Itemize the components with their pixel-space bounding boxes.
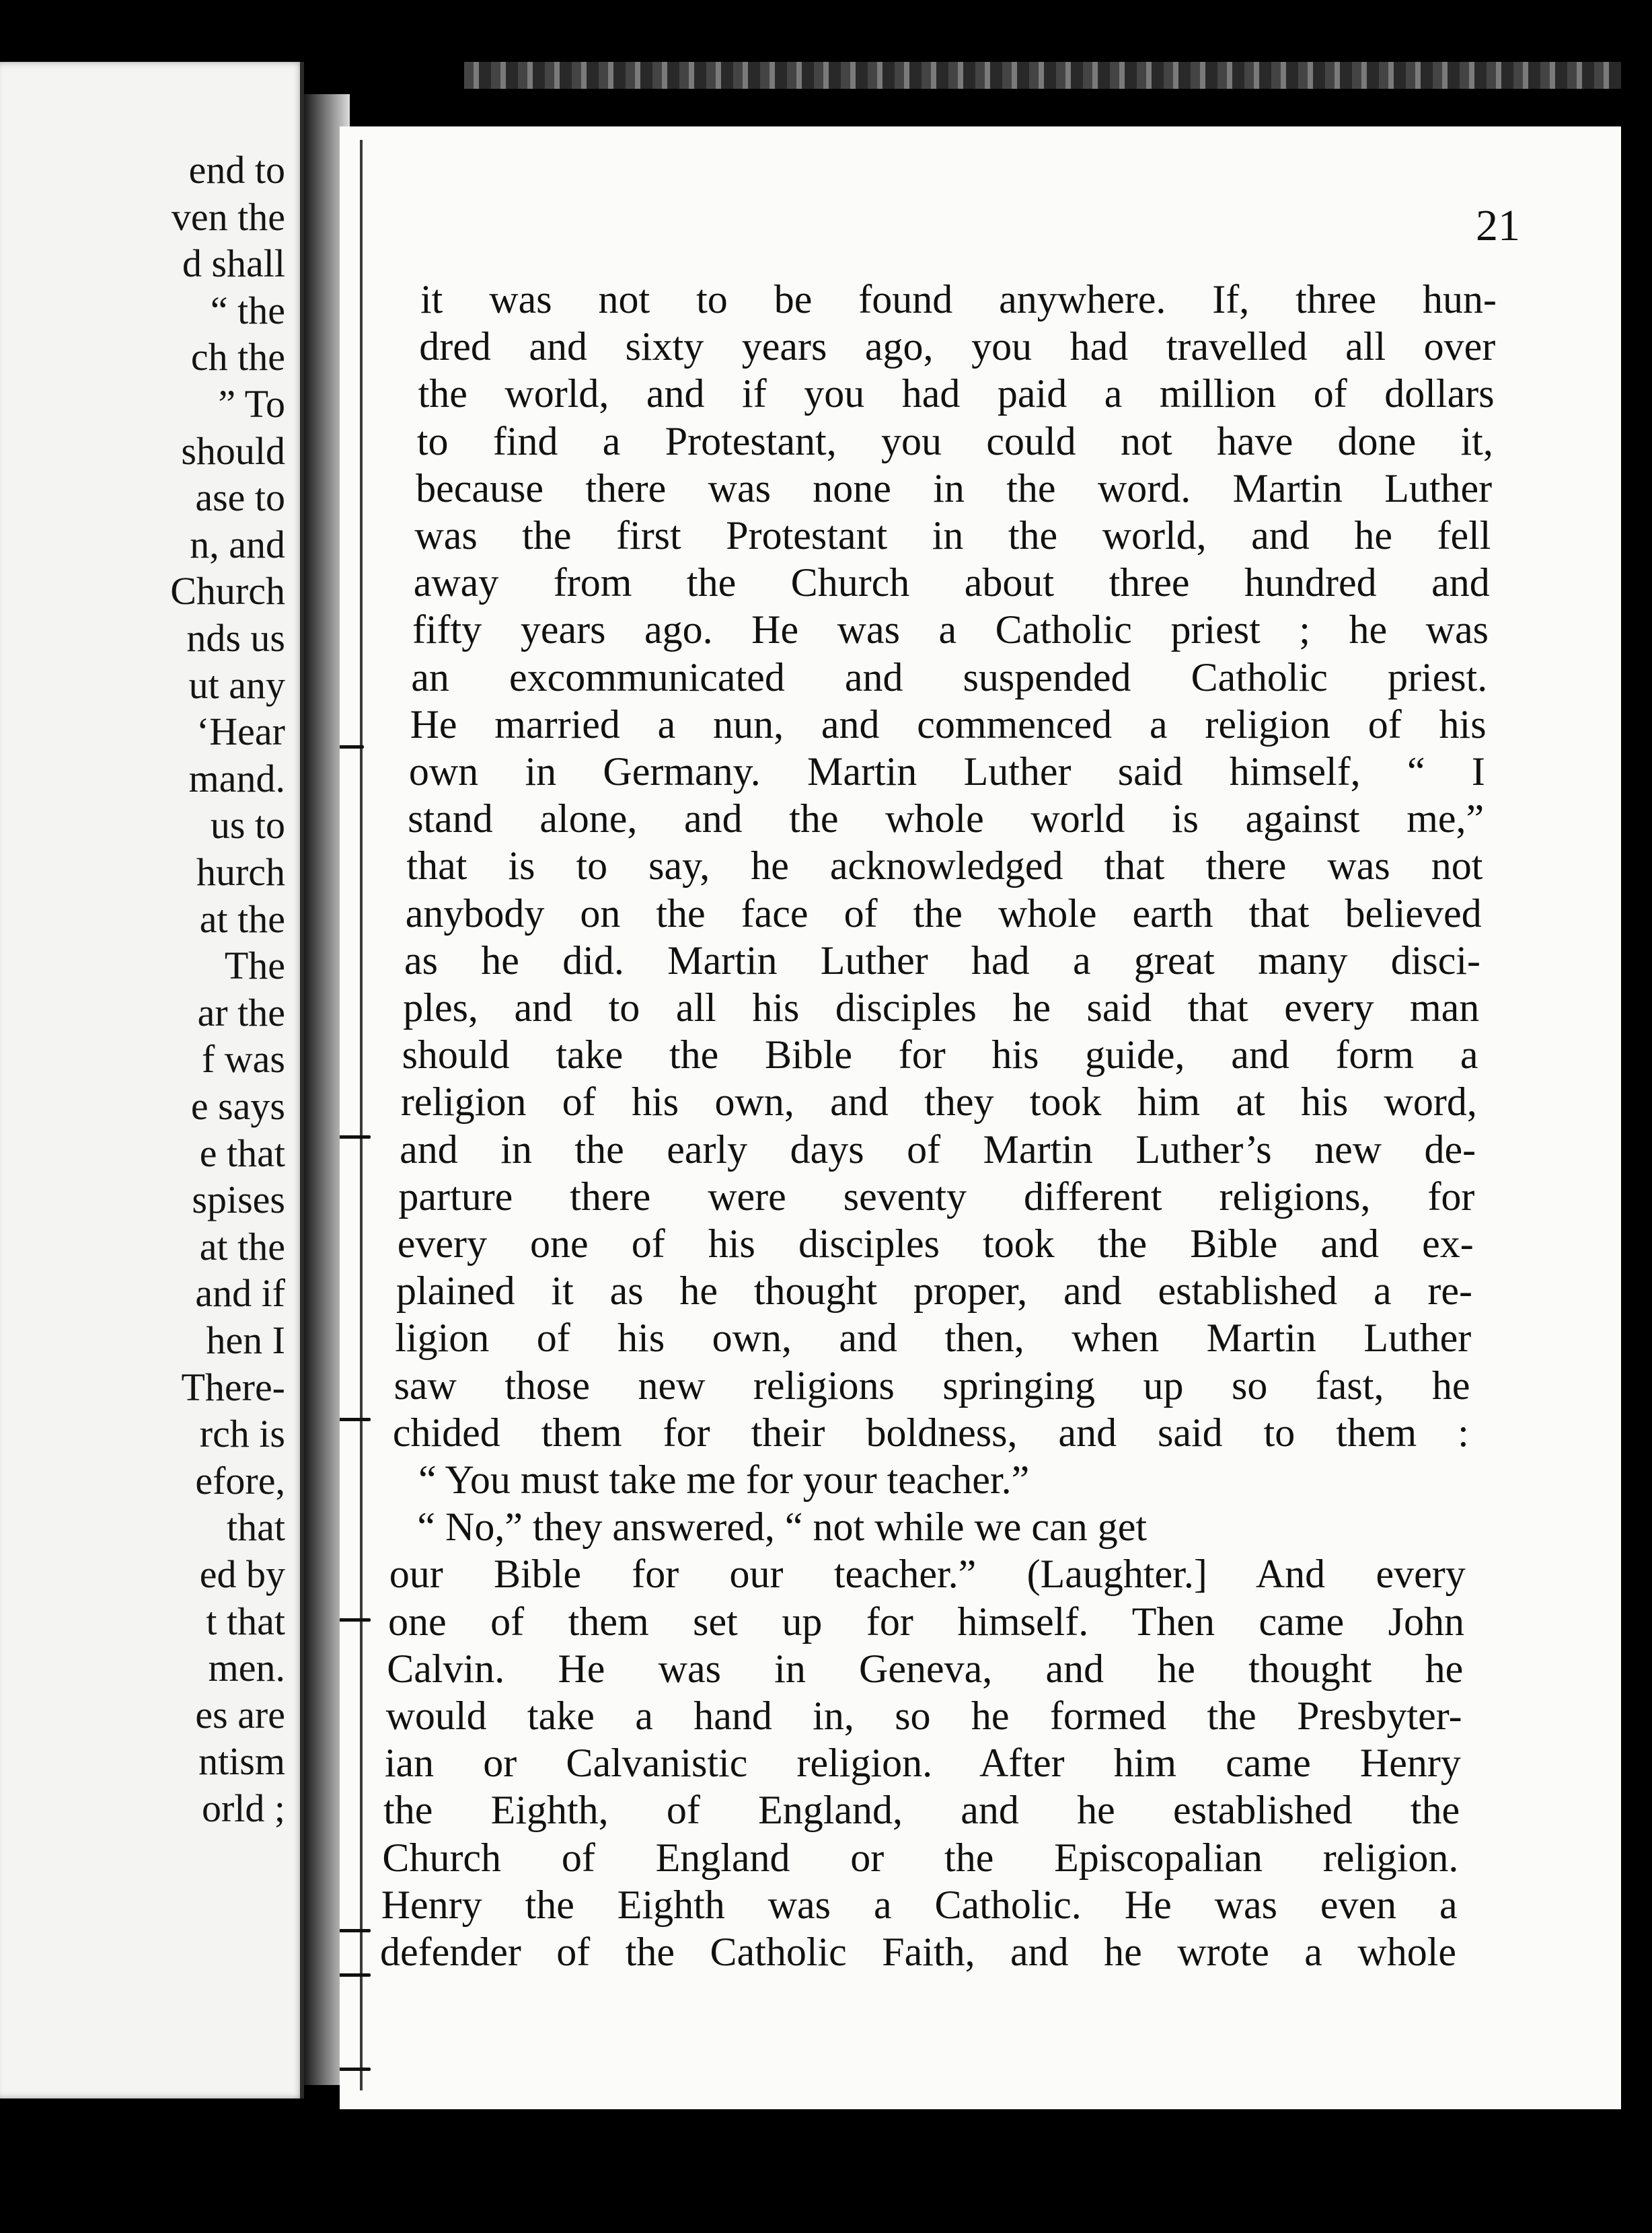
left-page-line: spises	[192, 1178, 285, 1222]
left-page-line: mand.	[188, 756, 285, 800]
left-page-line: us to	[210, 803, 285, 847]
text-line: the Eighth, of England, and he established the	[383, 1788, 1460, 1833]
left-page-line: d shall	[182, 241, 285, 286]
text-line: religion of his own, and they took him at his word,	[400, 1080, 1477, 1125]
left-page-line: end to	[188, 148, 285, 192]
left-page-line: ntism	[198, 1739, 285, 1784]
left-page-line: orld ;	[201, 1786, 285, 1830]
text-line: and in the early days of Martin Luther’s new de-	[400, 1127, 1476, 1172]
left-page-line: n, and	[190, 522, 285, 566]
text-line: Henry the Eighth was a Catholic. He was even a	[381, 1882, 1458, 1927]
text-line: it was not to be found anywhere. If, three hun-	[420, 277, 1497, 321]
left-page-line: rch is	[199, 1412, 285, 1456]
text-line: chided them for their boldness, and said to them :	[392, 1410, 1469, 1455]
text-line: ian or Calvanistic religion. After him came Henry	[384, 1741, 1461, 1786]
top-edge-tear	[464, 62, 1621, 89]
text-line: because there was none in the word. Martin Luther	[416, 465, 1493, 510]
left-page-line: ven the	[171, 194, 285, 239]
left-page-line: e says	[190, 1084, 285, 1128]
left-page-line: that	[227, 1505, 285, 1550]
text-line: was the first Protestant in the world, and he fell	[414, 513, 1491, 558]
text-line: that is to say, he acknowledged that there was not	[406, 843, 1483, 888]
left-page-line: Church	[170, 569, 285, 613]
left-page-line: “ the	[210, 288, 285, 332]
text-line: one of them set up for himself. Then came John	[388, 1599, 1464, 1644]
text-line: ples, and to all his disciples he said that every man	[403, 985, 1480, 1030]
text-line: fifty years ago. He was a Catholic priest ; he was	[412, 607, 1489, 652]
left-page-line: nds us	[186, 616, 285, 660]
left-page-line: t that	[206, 1599, 285, 1643]
right-page	[340, 126, 1621, 2109]
left-page-line: f was	[201, 1037, 285, 1082]
left-page-line: hen I	[206, 1318, 285, 1362]
text-line: He married a nun, and commenced a religion of his	[410, 702, 1487, 747]
left-page-line: efore,	[195, 1458, 285, 1503]
text-line: Calvin. He was in Geneva, and he thought he	[387, 1646, 1464, 1691]
left-page-line: hurch	[196, 850, 285, 894]
text-line: the world, and if you had paid a million of dollars	[418, 371, 1495, 416]
text-line: stand alone, and the whole world is against me,”	[408, 796, 1485, 841]
text-line: should take the Bible for his guide, and form a	[402, 1032, 1478, 1077]
text-line: defender of the Catholic Faith, and he wrote a whole	[380, 1930, 1456, 1974]
text-line: our Bible for our teacher.” (Laughter.] And every	[389, 1552, 1466, 1597]
left-page-line: es are	[195, 1692, 285, 1737]
text-line: every one of his disciples took the Bible and ex-	[397, 1221, 1474, 1266]
left-page-line: at the	[199, 1224, 285, 1269]
text-line: dred and sixty years ago, you had travelled all over	[419, 324, 1496, 369]
left-page-line: men.	[208, 1646, 285, 1690]
left-page-line: The	[224, 944, 285, 988]
left-page-line: ch the	[190, 335, 285, 379]
text-line: plained it as he thought proper, and established a re-	[396, 1269, 1472, 1314]
text-line: as he did. Martin Luther had a great many disci-	[404, 938, 1480, 983]
text-line: would take a hand in, so he formed the Presbyter-	[385, 1694, 1462, 1738]
page-number: 21	[1476, 201, 1520, 250]
text-line: anybody on the face of the whole earth that believed	[405, 891, 1482, 936]
left-page-line: ase to	[195, 476, 285, 520]
left-page-line: e that	[199, 1131, 285, 1175]
left-page-line: and if	[195, 1271, 285, 1316]
left-page-line: There-	[181, 1365, 285, 1409]
text-line: “ No,” they answered, “ not while we can get	[417, 1505, 1147, 1550]
left-page-line: ‘Hear	[196, 710, 285, 754]
text-line: saw those new religions springing up so fast, he	[393, 1363, 1470, 1408]
left-page-line: should	[181, 428, 285, 473]
text-line: parture there were seventy different religions, for	[398, 1174, 1475, 1219]
left-page-line: ut any	[188, 663, 285, 707]
text-line: “ You must take me for your teacher.”	[418, 1458, 1030, 1502]
text-line: away from the Church about three hundred and	[413, 560, 1490, 605]
text-line: to find a Protestant, you could not have done it,	[416, 418, 1493, 463]
left-page-line: ar the	[197, 990, 285, 1034]
left-page-line: ” To	[218, 382, 285, 426]
text-line: Church of England or the Episcopalian religion.	[382, 1835, 1459, 1880]
left-page-line: at the	[199, 897, 285, 941]
text-line: an excommunicated and suspended Catholic priest.	[411, 654, 1488, 699]
left-page	[0, 62, 304, 2098]
page-body-text	[340, 126, 1621, 2109]
text-line: own in Germany. Martin Luther said himself, “ I	[408, 749, 1485, 794]
left-page-line: ed by	[199, 1552, 285, 1596]
text-line: ligion of his own, and then, when Martin Luther	[395, 1316, 1472, 1361]
